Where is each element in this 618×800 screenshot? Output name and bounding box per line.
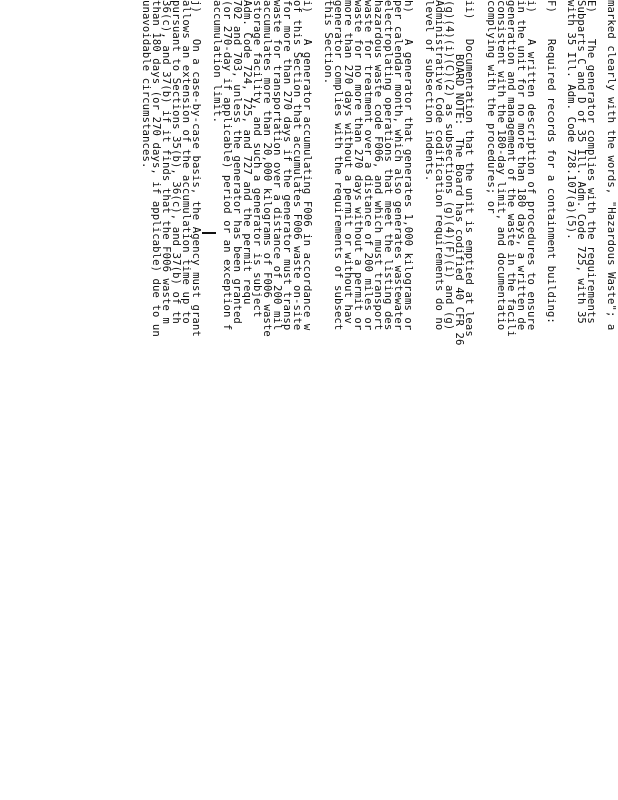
text-line: F) Required records for a containment building: xyxy=(545,0,557,324)
text-line: waste for no more than 270 days without a permit or xyxy=(352,0,364,331)
text-line: pursuant to Sections 35(b), 36(c), and 37(b) of th xyxy=(170,0,182,324)
text-line: hazardous waste code F006, and which must transport xyxy=(372,0,384,331)
text-line: marked clearly with the words, "Hazardous Waste"; a xyxy=(605,0,617,331)
text-line: waste for treatment over a distance of 200 miles or xyxy=(362,0,374,331)
text-line: accumulates more than 20,000 kilograms of F006 waste xyxy=(261,0,273,337)
text-line: than 180 days (or 270 days, if applicable) due to un xyxy=(150,0,162,337)
text-line: electroplating operations that meet the listing des xyxy=(382,0,394,331)
text-line: in the unit for no more than 180 days, a written de xyxy=(515,0,527,331)
text-line: complying with the procedures; or xyxy=(485,0,497,214)
text-line: Subparts C and D of 35 Ill. Adm. Code 725, with 35 xyxy=(575,0,587,324)
text-line: generation and management of the waste in the facili xyxy=(505,0,517,337)
text-line: Administrative Code codification requirements do no xyxy=(433,0,445,331)
rotated-text-block xyxy=(78,0,618,800)
text-line: h) A generator that generates 1,000 kilograms or xyxy=(402,0,414,331)
text-line: ii) Documentation that the unit is emptied at leas xyxy=(463,0,475,337)
text-line: this Section. xyxy=(322,0,334,85)
text-line: 702 and 703, unless the generator has been granted xyxy=(231,0,243,324)
text-line: generator complies with the requirements of subsect xyxy=(332,0,344,331)
text-line: level of subsection indents. xyxy=(423,0,435,182)
text-line: per calendar month, which also generates wastewater xyxy=(392,0,404,331)
text-line: waste for transportation over a distance of 200 mil xyxy=(271,0,283,331)
text-line: of this Section that accumulates F006 waste on-site xyxy=(291,0,303,331)
text-line: accumulation limit. xyxy=(211,0,223,124)
text-line: i) A generator accumulating F006 in accordance w xyxy=(301,0,313,331)
text-line: unavoidable circumstances. xyxy=(140,0,152,169)
text-line: consistent with the 180-day limit, and documentatio xyxy=(495,0,507,331)
board-note-label: BOARD NOTE: xyxy=(453,54,465,126)
text-line: 36(c), and 37(b) if it finds that the F006 waste m xyxy=(160,0,172,324)
text-line: more than 270 days without a permit or without hav xyxy=(342,0,354,324)
board-note-line xyxy=(453,54,464,346)
text-line: allows an extension of the accumulation time up to xyxy=(180,0,192,324)
text-line: with 35 Ill. Adm. Code 728.107(a)(5). xyxy=(565,0,577,240)
board-note-text: The Board has codified 40 CFR 26 xyxy=(453,125,465,346)
text-line: (g)(4)(i)(C)(2) as subsections (g)(4)(F)(i) and (g) xyxy=(443,0,455,331)
text-line: for more than 270 days if the generator must transp xyxy=(281,0,293,331)
text-line: (or 270-day if applicable) period or an exception f xyxy=(221,0,233,331)
text-line: i) A written description of procedures to ensure xyxy=(525,0,537,331)
text-line: Adm. Code 724, 725, and 727 and the permit requ xyxy=(241,0,253,305)
text-line: E) The generator complies with the requirements xyxy=(585,0,597,324)
text-line: storage facility, and such a generator is subject xyxy=(251,0,263,318)
text-line: j) On a case-by-case basis, the Agency must grant xyxy=(190,0,202,337)
